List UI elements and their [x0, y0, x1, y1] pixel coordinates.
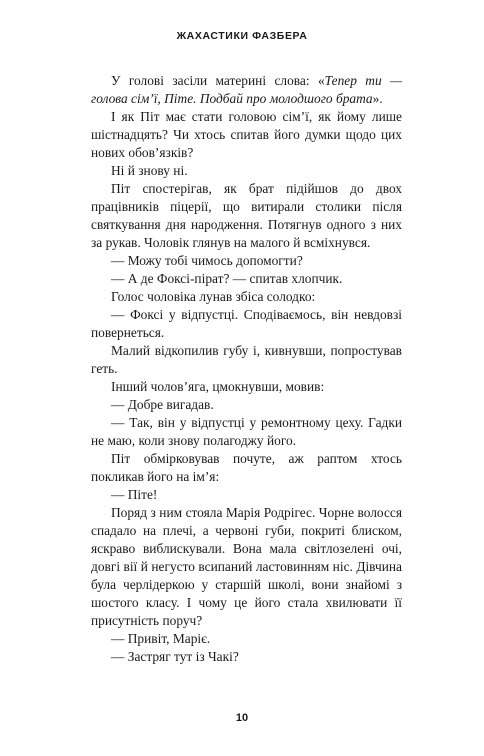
dialogue-line: — Фоксі у відпустці. Сподіваємось, він невдовзі повернеться.	[91, 307, 402, 340]
paragraph: Ні й знову ні.	[111, 163, 188, 178]
dialogue-line: — Застряг тут із Чакі?	[111, 649, 239, 664]
paragraph: Поряд з ним стояла Марія Родрігес. Чорне волосся спадало на плечі, а червоні губи, покриті блиском, яскраво виблискували. Вона мала світлозелені очі, довгі вії й негусто всипаний ластовинням ніс. Дівчина була черлідеркою у старшій школі, вони знайомі з шостого класу. І чому це його стала хвилювати її присутність поруч?	[91, 505, 402, 628]
running-header: ЖАХАСТИКИ ФАЗБЕРА	[176, 30, 308, 42]
dialogue-line: — Добре вигадав.	[111, 397, 214, 412]
paragraph: Піт спостерігав, як брат підійшов до двох працівників піцерії, що витирали столики після святкування дня народження. Потягнув одного з них за рукав. Чоловік глянув на малого й всміхнувся.	[91, 181, 402, 250]
page-number: 10	[235, 712, 249, 724]
italic-quote: Тепер ти — голова сім’ї, Пітe. Подбай про молодшого брата	[91, 73, 402, 106]
paragraph: Малий відкопилив губу і, кивнувши, попростував геть.	[91, 343, 402, 376]
body-text	[91, 72, 402, 666]
dialogue-line: — А де Фоксі-пірат? — спитав хлопчик.	[111, 271, 343, 286]
dialogue-line: — Піте!	[111, 487, 158, 502]
paragraph: У голові засіли материні слова: «Тепер ти — голова сім’ї, Пітe. Подбай про молодшого брата».	[91, 73, 402, 106]
dialogue-line: — Привіт, Маріє.	[111, 631, 211, 646]
paragraph: Голос чоловіка лунав збіса солодко:	[111, 289, 316, 304]
paragraph: І як Піт має стати головою сім’ї, як йому лише шістнадцять? Чи хтось спитав його думки щодо цих нових обов’язків?	[91, 109, 402, 160]
paragraph: Піт обмірковував почуте, аж раптом хтось покликав його на ім’я:	[91, 451, 402, 484]
paragraph: Інший чолов’яга, цмокнувши, мовив:	[111, 379, 325, 394]
dialogue-line: — Так, він у відпустці у ремонтному цеху. Гадки не маю, коли знову полагоджу його.	[91, 415, 402, 448]
dialogue-line: — Можу тобі чимось допомогти?	[111, 253, 303, 268]
